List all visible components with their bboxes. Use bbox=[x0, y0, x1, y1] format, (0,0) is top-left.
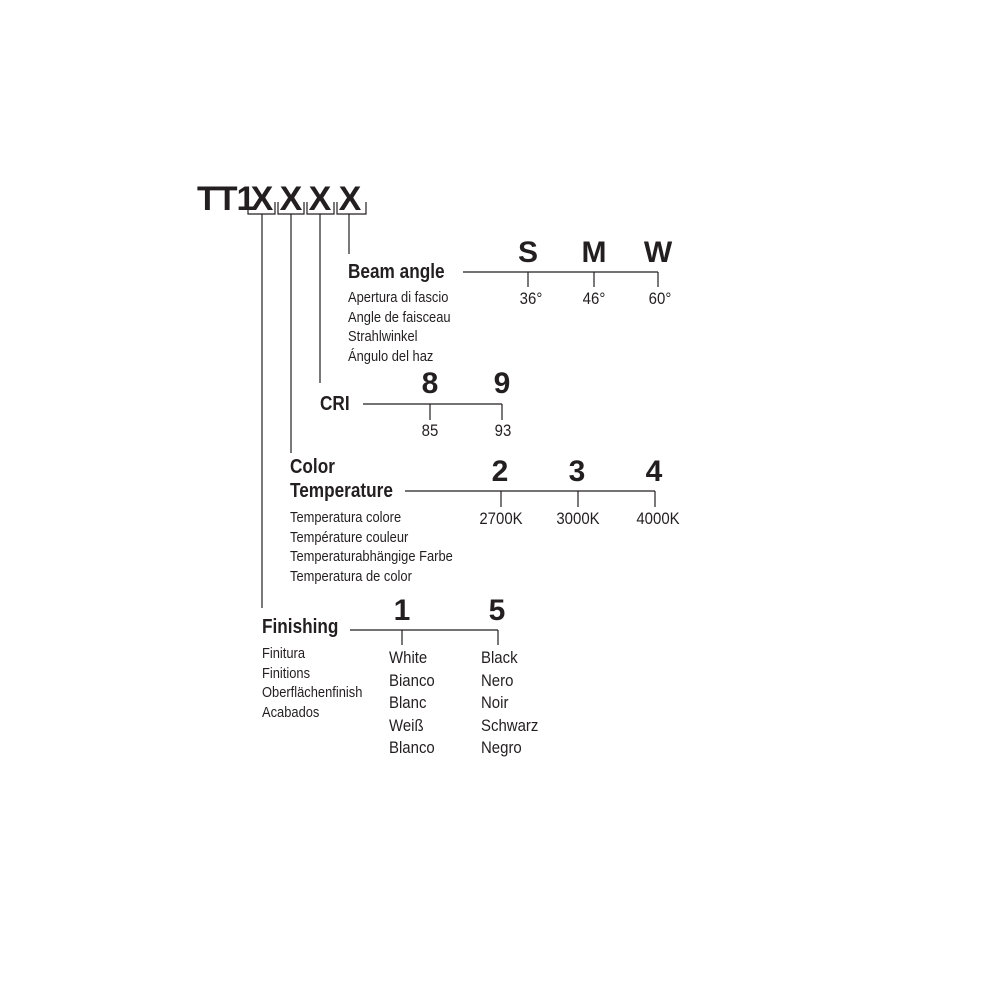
finishing-title: Finishing bbox=[262, 616, 339, 638]
finishing-translations bbox=[262, 644, 362, 722]
code-slot-cri: X bbox=[308, 180, 332, 218]
translation-it: Apertura di fascio bbox=[348, 289, 449, 306]
color-option-key: 3 bbox=[568, 455, 586, 488]
cri-option-key: 9 bbox=[493, 367, 511, 400]
translation-de: Oberflächenfinish bbox=[262, 684, 363, 701]
finishing-value-es: Blanco bbox=[389, 738, 435, 757]
finishing-value-de: Weiß bbox=[389, 715, 424, 735]
finishing-value-it: Bianco bbox=[389, 670, 435, 690]
beam-option-value: 46° bbox=[582, 289, 606, 308]
translation-fr: Angle de faisceau bbox=[348, 308, 451, 326]
translation-it: Finitura bbox=[262, 645, 306, 662]
code-slot-finishing: X bbox=[250, 180, 274, 218]
finishing-value-es: Negro bbox=[481, 738, 522, 757]
cri-option-value: 85 bbox=[421, 421, 439, 440]
beam-translations bbox=[348, 288, 451, 366]
code-prefix: TT1 bbox=[197, 180, 255, 218]
cri-title: CRI bbox=[320, 393, 350, 415]
translation-it: Temperatura colore bbox=[290, 509, 402, 526]
color-option-value: 4000K bbox=[636, 509, 680, 528]
finishing-option-key: 5 bbox=[488, 594, 506, 627]
beam-option-key: W bbox=[643, 236, 673, 269]
color-title-line2: Temperature bbox=[290, 480, 393, 502]
color-option-value: 2700K bbox=[479, 509, 523, 528]
beam-option-value: 60° bbox=[648, 289, 672, 308]
translation-es: Temperatura de color bbox=[290, 567, 412, 585]
color-translations bbox=[290, 508, 453, 586]
translation-de: Temperaturabhängige Farbe bbox=[290, 548, 453, 565]
finishing-value-fr: Blanc bbox=[389, 693, 427, 712]
finishing-option-values-black bbox=[481, 647, 538, 760]
translation-fr: Finitions bbox=[262, 664, 311, 682]
color-title bbox=[290, 455, 393, 503]
finishing-value-en: Black bbox=[481, 648, 518, 667]
cri-option-value: 93 bbox=[494, 421, 512, 440]
code-slot-beam: X bbox=[338, 180, 362, 218]
finishing-value-it: Nero bbox=[481, 670, 514, 690]
finishing-value-en: White bbox=[389, 648, 428, 667]
finishing-value-de: Schwarz bbox=[481, 715, 539, 735]
translation-es: Acabados bbox=[262, 703, 320, 721]
beam-option-value: 36° bbox=[519, 289, 543, 308]
translation-fr: Température couleur bbox=[290, 528, 409, 546]
color-option-key: 2 bbox=[491, 455, 509, 488]
translation-de: Strahlwinkel bbox=[348, 328, 418, 345]
code-slot-color: X bbox=[279, 180, 303, 218]
color-option-value: 3000K bbox=[556, 509, 600, 528]
translation-es: Ángulo del haz bbox=[348, 347, 434, 365]
color-title-line1: Color bbox=[290, 456, 335, 478]
finishing-option-values-white bbox=[389, 647, 435, 760]
color-option-key: 4 bbox=[645, 455, 663, 488]
beam-option-key: S bbox=[517, 236, 538, 269]
beam-title: Beam angle bbox=[348, 261, 445, 283]
beam-option-key: M bbox=[581, 236, 607, 269]
finishing-value-fr: Noir bbox=[481, 693, 509, 712]
cri-option-key: 8 bbox=[421, 367, 439, 400]
finishing-option-key: 1 bbox=[393, 594, 411, 627]
